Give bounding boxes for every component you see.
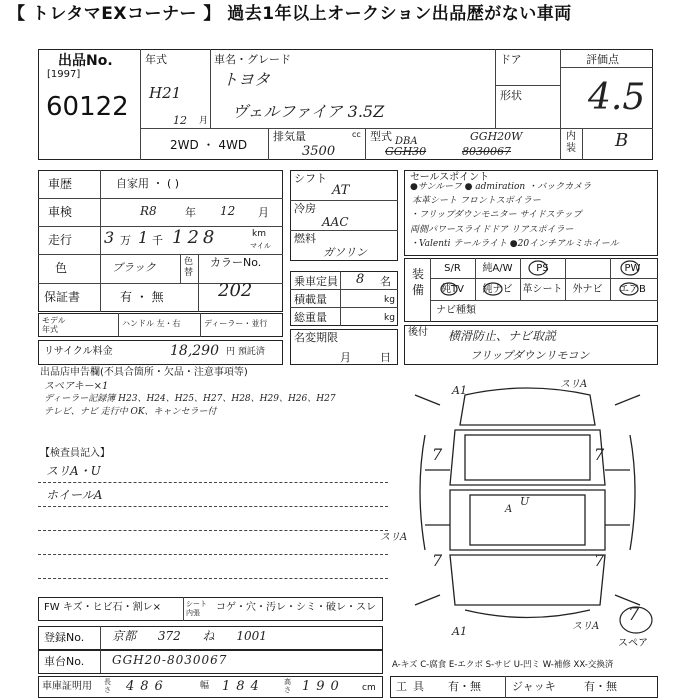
equip-leather: 革シート	[522, 284, 563, 295]
inspection-label: 車検	[48, 205, 73, 219]
diag-mark-a1-bottom: A1	[452, 625, 467, 638]
inspection-month-unit: 月	[258, 206, 269, 219]
rating-score: 4.5	[588, 77, 646, 118]
diag-mark-a1-top: A1	[452, 384, 467, 397]
ac-label: 冷房	[294, 202, 316, 215]
registration-value: 京都 372 ね 1001	[112, 629, 267, 643]
inspector-line-1: スリA・U	[46, 464, 101, 478]
tools-label: 工具	[396, 680, 430, 693]
type-value2: GGH20W	[470, 130, 523, 143]
change-date-unit: 月	[340, 351, 351, 364]
inspector-line-2: ホイールA	[46, 488, 103, 502]
diag-mark-slia-side: スリA	[380, 532, 408, 543]
notes-line-1: スペアキー×1	[44, 381, 109, 392]
listing-number: 60122	[46, 92, 129, 122]
equip-tv: 純TV	[441, 284, 464, 295]
shape-label: 形状	[500, 89, 522, 102]
tools-options: 有・無	[448, 680, 481, 693]
year-label: 年式	[145, 53, 167, 66]
diag-mark-slia-bottom: スリA	[572, 621, 600, 632]
capacity-value: 8	[356, 272, 365, 287]
after-install-text2: フリップダウンリモコン	[470, 349, 590, 362]
sales-point-2: 本革シート フロントスポイラー	[412, 196, 541, 206]
displacement-unit: cc	[352, 130, 361, 139]
dimensions-h-unit: 高さ	[284, 678, 291, 694]
warranty-label: 保証書	[44, 290, 81, 304]
spare-label: スペア	[618, 638, 648, 649]
jack-options: 有・無	[584, 680, 617, 693]
jack-label: ジャッキ	[512, 680, 556, 693]
model-maker: トヨタ	[222, 70, 271, 89]
dimensions-w-unit: 幅	[200, 681, 210, 691]
dealer-label: ディーラー・並行	[204, 319, 268, 328]
inspector-label: 【検査員記入】	[40, 448, 110, 459]
registration-label: 登録No.	[44, 631, 85, 644]
type-crossed2: 8030067	[462, 145, 511, 158]
color-no-label: カラーNo.	[210, 256, 262, 269]
warranty-options: 有 ・ 無	[120, 290, 164, 304]
listing-label: 出品No.	[58, 53, 113, 69]
history-label: 車歴	[48, 177, 73, 191]
dimensions-w: 184	[222, 679, 265, 694]
change-date-label: 名変期限	[294, 331, 338, 344]
notes-line-3: テレビ、ナビ 走行中 OK、キャンセラー付	[44, 407, 217, 417]
drive-label: 2WD ・ 4WD	[170, 138, 248, 152]
equip-alloy: 純A/W	[482, 263, 513, 274]
inspection-era: R8	[140, 204, 157, 218]
mileage-man: 3	[104, 228, 115, 247]
interior-score: B	[615, 130, 629, 151]
fuel-label: 燃料	[294, 232, 316, 245]
mileage-sen: 1	[138, 228, 149, 247]
dimensions-h: 190	[302, 679, 345, 694]
diag-mark-slia-top: スリA	[560, 379, 588, 390]
listing-sub-no: [1997]	[47, 69, 81, 80]
navi-type-label: ナビ種類	[436, 305, 476, 316]
load-label: 積載量	[294, 293, 327, 306]
color-value: ブラック	[112, 261, 156, 274]
type-crossed1: GGH30	[385, 145, 427, 158]
sales-point-4: 両側パワースライドドア リアスポイラー	[410, 225, 574, 235]
mileage-unit: km	[252, 229, 266, 239]
capacity-unit: 名	[380, 275, 391, 288]
sales-point-3: ・フリップダウンモニター サイドステップ	[410, 210, 582, 220]
shift-value: AT	[332, 183, 350, 198]
history-options: 自家用 ・ ( )	[116, 177, 180, 190]
model-name: ヴェルファイア 3.5Z	[232, 102, 385, 121]
shift-label: シフト	[294, 172, 327, 185]
chassis-value: GGH20-8030067	[112, 653, 228, 667]
inspection-year-unit: 年	[185, 206, 196, 219]
color-label: 色	[55, 261, 68, 275]
rating-label: 評価点	[586, 53, 619, 66]
dimensions-cm: cm	[362, 683, 376, 693]
equip-navi: 純ナビ	[482, 284, 513, 295]
after-install-label: 後付	[408, 327, 428, 338]
condition-fw: FW キズ・ヒビ石・割レ×	[44, 602, 161, 613]
recycle-unit: 円 預託済	[226, 347, 265, 357]
mileage-rest: 128	[172, 227, 219, 248]
spare-value: 7	[628, 604, 640, 625]
equip-ext-navi: 外ナビ	[572, 284, 603, 295]
equipment-label: 装備	[412, 267, 425, 297]
chassis-label: 車台No.	[44, 655, 85, 668]
dimensions-label: 車庫証明用	[42, 681, 92, 692]
handle-label: ハンドル 左・右	[122, 319, 181, 328]
load-unit: kg	[384, 295, 395, 305]
gross-label: 総重量	[294, 311, 327, 324]
notes-label: 出品店申告欄(不具合箇所・欠品・注意事項等)	[40, 367, 248, 378]
inspection-month: 12	[220, 204, 236, 218]
year-era: H21	[149, 84, 182, 102]
color-no-value: 202	[218, 280, 253, 301]
sales-point-1: ●サンルーフ ● admiration ・バックカメラ	[410, 182, 592, 192]
mileage-unit-mile: マイル	[250, 242, 271, 250]
diag-mark-7-rr: 7	[594, 551, 605, 570]
interior-label: 内装	[566, 131, 576, 154]
capacity-label: 乗車定員	[294, 275, 338, 288]
mileage-man-unit: 万	[120, 234, 131, 247]
mileage-label: 走行	[48, 233, 73, 247]
type-label: 型式	[370, 130, 392, 143]
condition-detail: コゲ・穴・汚レ・シミ・破レ・スレ	[216, 602, 376, 613]
equip-pw: PW	[624, 263, 641, 274]
equip-sr: S/R	[444, 263, 461, 274]
year-month: 12	[173, 114, 187, 127]
type-value1: DBA	[395, 136, 418, 147]
mileage-sen-unit: 千	[152, 234, 163, 247]
fuel-value: ガソリン	[323, 246, 367, 259]
equip-airbag: エアB	[619, 284, 646, 295]
displacement-value: 3500	[302, 144, 336, 159]
door-label: ドア	[500, 53, 522, 66]
ac-value: AAC	[322, 215, 349, 229]
recycle-value: 18,290	[170, 343, 219, 359]
change-date-day: 日	[380, 351, 391, 364]
model-year-label: モデル年式	[42, 316, 66, 334]
dimensions-l: 486	[126, 679, 169, 694]
diag-mark-7-fr: 7	[594, 445, 605, 464]
page-title: 【 トレタマEXコーナー 】 過去1年以上オークション出品歴がない車両	[8, 4, 572, 24]
diag-mark-u: U	[520, 495, 530, 508]
condition-seat: シート内張	[186, 600, 207, 617]
dimensions-l-unit: 長さ	[104, 678, 111, 694]
recycle-label: リサイクル料金	[44, 346, 113, 357]
diag-mark-7-fl: 7	[432, 445, 443, 464]
displacement-label: 排気量	[273, 130, 306, 143]
model-label: 車名・グレード	[214, 53, 291, 66]
damage-legend: A-キズ C-腐食 E-エクボ S-サビ U-凹ミ W-補修 XX-交換済	[392, 660, 614, 670]
gross-unit: kg	[384, 313, 395, 323]
year-month-unit: 月	[199, 116, 209, 126]
sales-point-5: ・Valenti テールライト ●20インチアルミホイール	[410, 239, 619, 249]
diag-mark-a: A	[505, 504, 513, 515]
equip-ps: PS	[536, 263, 549, 274]
notes-line-2: ディーラー記録簿 H23、H24、H25、H27、H28、H29、H26、H27	[44, 394, 336, 404]
diag-mark-7-rl: 7	[432, 551, 443, 570]
after-install-text1: 横滑防止、ナビ取説	[448, 329, 557, 343]
color-repaint: 色替	[184, 257, 194, 278]
sales-points-label: セールスポイント	[410, 172, 490, 183]
